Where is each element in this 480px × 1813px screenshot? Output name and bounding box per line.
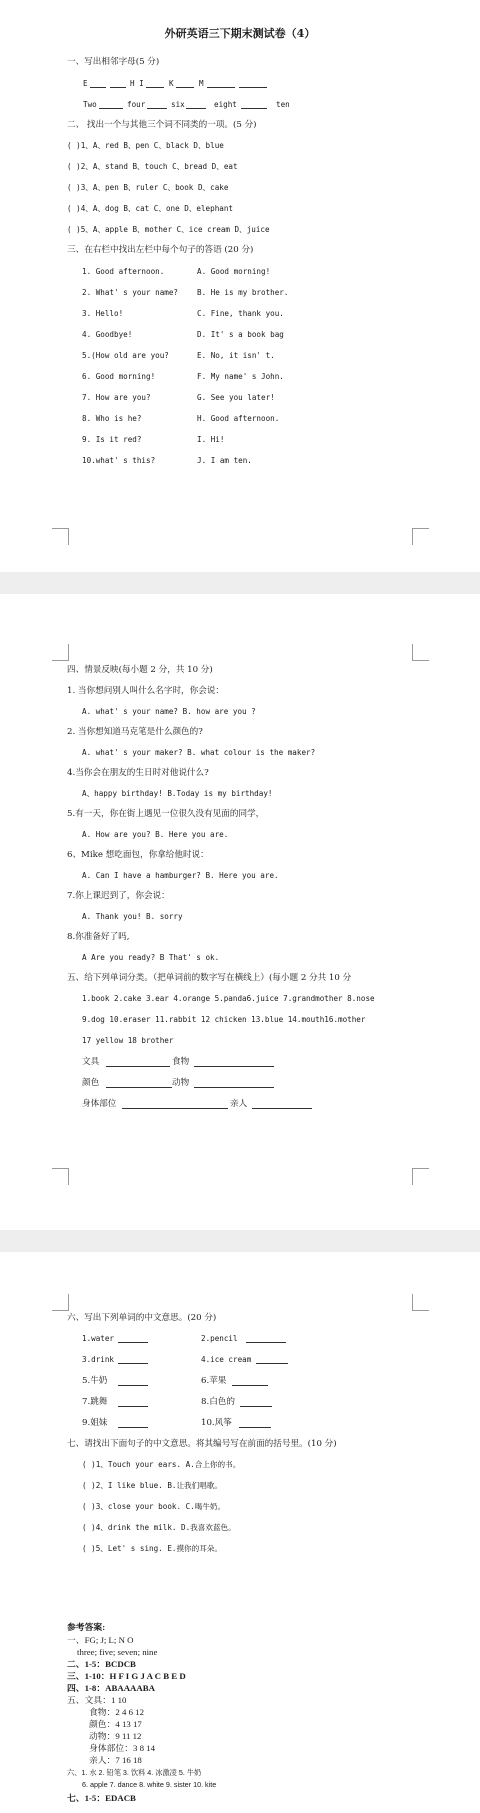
s5-word-list: 9.dog 10.eraser 11.rabbit 12 chicken 13.blue 14.mouth16.mother: [82, 1015, 366, 1024]
s3-right-item: C. Fine, thank you.: [197, 309, 284, 318]
answer-line[interactable]: [118, 1342, 148, 1343]
answer-line[interactable]: [252, 1108, 312, 1109]
s3-left-item: 1. Good afternoon.: [82, 267, 165, 276]
s6-right-item: 6.苹果: [201, 1376, 227, 1386]
s2-heading: 二、 找出一个与其他三个词不同类的一项。(5 分): [67, 120, 257, 130]
s2-item: ( )2、A、stand B、touch C、bread D、eat: [67, 162, 238, 171]
s7-item: ( )1、Touch your ears. A.合上你的书。: [82, 1460, 241, 1469]
answer-line-text: 6. apple 7. dance 8. white 9. sister 10. kite: [82, 1780, 217, 1789]
page-title: 外研英语三下期末测试卷（4）: [164, 27, 316, 40]
s7-item: ( )4、drink the milk. D.我喜欢蓝色。: [82, 1523, 236, 1532]
s7-item: ( )3、close your book. C.喝牛奶。: [82, 1502, 226, 1511]
page-corner-mark: [52, 528, 69, 545]
s1-heading: 一、写出相邻字母(5 分): [67, 57, 160, 67]
blank-line[interactable]: [239, 87, 267, 88]
page-corner-mark: [52, 644, 69, 661]
s1-letter-e: E: [83, 79, 88, 88]
answer-line[interactable]: [106, 1066, 170, 1067]
s1-letters-hi: H I: [130, 79, 144, 88]
s4-question: 5.有一天，你在街上遇见一位很久没有见面的同学，: [67, 809, 265, 819]
blank-line[interactable]: [146, 87, 164, 88]
s3-left-item: 7. How are you?: [82, 393, 151, 402]
answer-line-text: 颜色：4 13 17: [89, 1719, 142, 1729]
blank-line[interactable]: [99, 108, 123, 109]
answer-key-heading: 参考答案:: [67, 1622, 106, 1632]
s6-left-item: 5.牛奶: [82, 1376, 108, 1386]
page-3: [0, 1252, 480, 1813]
s6-left-item: 1.water: [82, 1334, 115, 1343]
s2-item: ( )1、A、red B、pen C、black D、blue: [67, 141, 224, 150]
page-gap: [0, 1230, 480, 1252]
s3-left-item: 2. What' s your name?: [82, 288, 179, 297]
answer-line[interactable]: [118, 1427, 148, 1428]
s1-word-ten: ten: [276, 100, 290, 109]
s4-options: A Are you ready? B That' s ok.: [82, 953, 220, 962]
answer-line-text: 五、文具：1 10: [67, 1695, 127, 1705]
page-corner-mark: [412, 1294, 429, 1311]
s5-heading: 五、给下列单词分类。（把单词前的数字写在横线上）(每小题 2 分共 10 分: [67, 973, 352, 983]
s6-left-item: 9.姐妹: [82, 1418, 108, 1428]
answer-line[interactable]: [232, 1385, 268, 1386]
page-1: [0, 0, 480, 572]
s4-options: A、happy birthday! B.Today is my birthday!: [82, 789, 273, 798]
s7-item: ( )2、I like blue. B.让我们唱歌。: [82, 1481, 223, 1490]
s7-heading: 七、请找出下面句子的中文意思。将其编号写在前面的括号里。(10 分): [67, 1439, 337, 1449]
s5-label-body: 身体部位: [82, 1099, 117, 1109]
s5-label-animal: 动物: [172, 1078, 190, 1088]
page-corner-mark: [52, 1168, 69, 1185]
answer-line[interactable]: [246, 1342, 286, 1343]
s3-right-item: E. No, it isn' t.: [197, 351, 275, 360]
page-corner-mark: [412, 528, 429, 545]
s1-letter-k: K: [169, 79, 174, 88]
s3-right-item: G. See you later!: [197, 393, 275, 402]
s3-right-item: A. Good morning!: [197, 267, 271, 276]
s4-heading: 四、情景反映(每小题 2 分，共 10 分): [67, 665, 213, 675]
answer-line[interactable]: [240, 1406, 272, 1407]
s3-right-item: B. He is my brother.: [197, 288, 289, 297]
answer-line-text: 身体部位：3 8 14: [89, 1743, 155, 1753]
s3-right-item: H. Good afternoon.: [197, 414, 280, 423]
s1-word-two: Two: [83, 100, 97, 109]
answer-line-text: 七、1-5：EDACB: [67, 1793, 136, 1803]
s3-left-item: 6. Good morning!: [82, 372, 156, 381]
answer-line[interactable]: [194, 1087, 274, 1088]
s3-right-item: D. It' s a book bag: [197, 330, 284, 339]
s6-right-item: 2.pencil: [201, 1334, 238, 1343]
s3-left-item: 9. Is it red?: [82, 435, 142, 444]
s3-right-item: J. I am ten.: [197, 456, 252, 465]
s7-item: ( )5、Let' s sing. E.摸你的耳朵。: [82, 1544, 223, 1553]
s5-word-list: 17 yellow 18 brother: [82, 1036, 174, 1045]
page-corner-mark: [52, 1294, 69, 1311]
s6-right-item: 4.ice cream: [201, 1355, 252, 1364]
s4-question: 2. 当你想知道马克笔是什么颜色的?: [67, 727, 203, 737]
answer-line[interactable]: [122, 1108, 228, 1109]
s2-item: ( )4、A、dog B、cat C、one D、elephant: [67, 204, 233, 213]
s6-heading: 六、写出下列单词的中文意思。(20 分): [67, 1313, 217, 1323]
s6-right-item: 10.风筝: [201, 1418, 232, 1428]
s5-label-food: 食物: [172, 1057, 190, 1067]
s3-right-item: F. My name' s John.: [197, 372, 284, 381]
s4-question: 7.你上课迟到了，你会说：: [67, 891, 170, 901]
answer-line[interactable]: [118, 1406, 148, 1407]
answer-line-text: 一、FG; J; L; N O: [67, 1635, 134, 1645]
answer-line[interactable]: [118, 1363, 148, 1364]
blank-line[interactable]: [110, 87, 126, 88]
s2-item: ( )3、A、pen B、ruler C、book D、cake: [67, 183, 229, 192]
s1-letter-m: M: [199, 79, 204, 88]
answer-line-text: 亲人：7 16 18: [89, 1755, 142, 1765]
s4-options: A. what' s your maker? B. what colour is the maker?: [82, 748, 316, 757]
s1-word-four: four: [127, 100, 146, 109]
s3-left-item: 10.what' s this?: [82, 456, 156, 465]
s3-left-item: 4. Goodbye!: [82, 330, 133, 339]
s4-question: 4.当你会在朋友的生日时对他说什么?: [67, 768, 209, 778]
page-corner-mark: [412, 1168, 429, 1185]
answer-line-text: 四、1-8：ABAAAABA: [67, 1683, 155, 1693]
answer-line[interactable]: [256, 1363, 288, 1364]
answer-line-text: 二、1-5：BCDCB: [67, 1659, 136, 1669]
answer-line[interactable]: [239, 1427, 271, 1428]
answer-line-text: three; five; seven; nine: [77, 1647, 158, 1657]
answer-line[interactable]: [106, 1087, 172, 1088]
s5-label-colour: 颜色: [82, 1078, 100, 1088]
s4-options: A. How are you? B. Here you are.: [82, 830, 229, 839]
s2-item: ( )5、A、apple B、mother C、ice cream D、juice: [67, 225, 270, 234]
s3-left-item: 5.(How old are you?: [82, 351, 169, 360]
blank-line[interactable]: [176, 87, 194, 88]
s5-word-list: 1.book 2.cake 3.ear 4.orange 5.panda6.juice 7.grandmother 8.nose: [82, 994, 375, 1003]
s4-options: A. Can I have a hamburger? B. Here you are.: [82, 871, 279, 880]
s4-options: A. Thank you! B. sorry: [82, 912, 183, 921]
s4-question: 1. 当你想问别人叫什么名字时，你会说：: [67, 686, 225, 696]
s6-left-item: 7.跳舞: [82, 1397, 108, 1407]
blank-line[interactable]: [147, 108, 167, 109]
s3-right-item: I. Hi!: [197, 435, 225, 444]
s3-heading: 三、在右栏中找出左栏中每个句子的答语 (20 分): [67, 245, 254, 255]
blank-line[interactable]: [186, 108, 206, 109]
blank-line[interactable]: [90, 87, 106, 88]
s3-left-item: 8. Who is he?: [82, 414, 142, 423]
s6-left-item: 3.drink: [82, 1355, 115, 1364]
s5-label-stationery: 文具: [82, 1057, 100, 1067]
page-gap: [0, 572, 480, 594]
s1-word-six: six: [171, 100, 185, 109]
answer-line-text: 三、1-10：H F I G J A C B E D: [67, 1671, 186, 1681]
answer-line-text: 六、1. 水 2. 铅笔 3. 饮料 4. 冰激凌 5. 牛奶: [67, 1768, 202, 1777]
s3-left-item: 3. Hello!: [82, 309, 124, 318]
s6-right-item: 8.白色的: [201, 1397, 235, 1407]
blank-line[interactable]: [207, 87, 235, 88]
answer-line-text: 食物：2 4 6 12: [89, 1707, 144, 1717]
answer-line[interactable]: [118, 1385, 148, 1386]
page-2: [0, 594, 480, 1230]
s1-word-eight: eight: [214, 100, 237, 109]
s4-options: A. what' s your name? B. how are you ?: [82, 707, 256, 716]
s4-question: 8.你准备好了吗,: [67, 932, 130, 942]
s5-label-family: 亲人: [230, 1099, 248, 1109]
s4-question: 6、Mike 想吃面包，你拿给他时说：: [67, 850, 209, 860]
page-corner-mark: [412, 644, 429, 661]
answer-line[interactable]: [194, 1066, 274, 1067]
answer-line-text: 动物：9 11 12: [89, 1731, 142, 1741]
blank-line[interactable]: [241, 108, 267, 109]
